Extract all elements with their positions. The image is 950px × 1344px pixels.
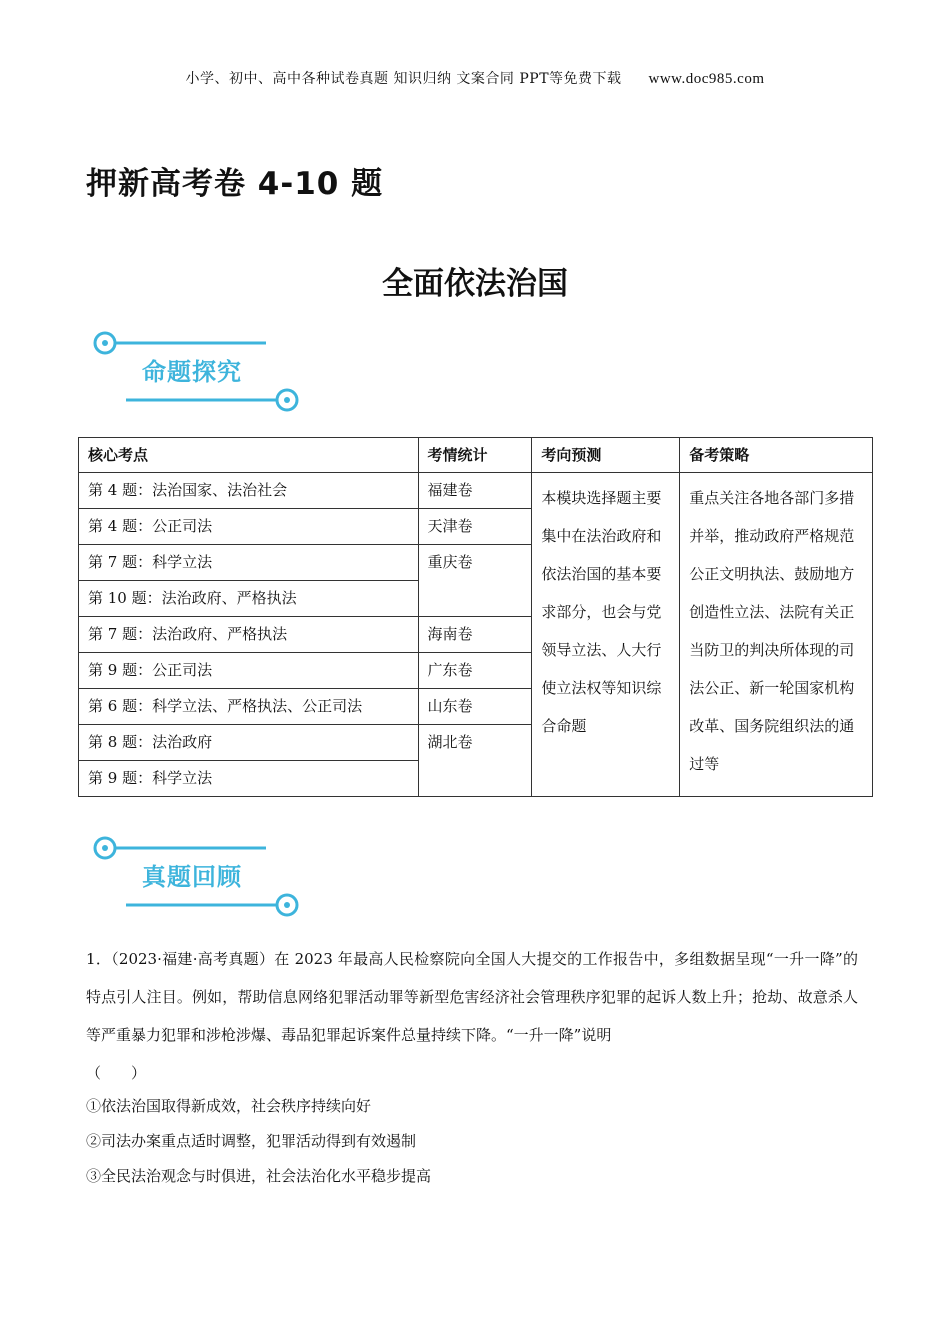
- header-text: 小学、初中、高中各种试卷真题 知识归纳 文案合同 PPT等免费下载: [185, 71, 622, 87]
- document-title: 押新高考卷 4-10 题: [86, 166, 384, 202]
- core-point-cell: 第 10 题：法治政府、严格执法: [79, 581, 419, 617]
- core-point-cell: 第 9 题：公正司法: [79, 653, 419, 689]
- core-point-cell: 第 7 题：科学立法: [79, 545, 419, 581]
- banner-explore-label: 命题探究: [142, 358, 242, 386]
- question-1: [86, 940, 858, 1092]
- province-cell: 重庆卷: [418, 545, 532, 617]
- province-cell: 山东卷: [418, 689, 532, 725]
- core-point-cell: 第 4 题：法治国家、法治社会: [79, 473, 419, 509]
- core-point-cell: 第 6 题：科学立法、严格执法、公正司法: [79, 689, 419, 725]
- core-point-cell: 第 7 题：法治政府、严格执法: [79, 617, 419, 653]
- core-point-cell: 第 4 题：公正司法: [79, 509, 419, 545]
- banner-review-label: 真题回顾: [142, 863, 242, 891]
- option-1: ①依法治国取得新成效，社会秩序持续向好: [86, 1097, 372, 1115]
- option-3: ③全民法治观念与时俱进，社会法治化水平稳步提高: [86, 1167, 432, 1185]
- header-forecast: 考向预测: [532, 438, 680, 473]
- province-cell: 湖北卷: [418, 725, 532, 797]
- banner-explore: [90, 328, 306, 418]
- exam-analysis-table: [78, 437, 873, 797]
- question-stem: 1．（2023·福建·高考真题）在 2023 年最高人民检察院向全国人大提交的工作报告中，多组数据呈现“一升一降”的特点引人注目。例如，帮助信息网络犯罪活动罪等新型危害经济社会管理秩序犯罪的起诉人数上升；抢劫、故意杀人等严重暴力犯罪和涉枪涉爆、毒品犯罪起诉案件总量持续下降。“一升一降”说明: [86, 950, 858, 1044]
- answer-blank: （ ）: [86, 1064, 147, 1082]
- strategy-cell: 重点关注各地各部门多措并举，推动政府严格规范公正文明执法、鼓励地方创造性立法、法院有关正当防卫的判决所体现的司法公正、新一轮国家机构改革、国务院组织法的通过等: [680, 473, 873, 797]
- province-cell: 海南卷: [418, 617, 532, 653]
- header-core-points: 核心考点: [79, 438, 419, 473]
- header-url[interactable]: www.doc985.com: [648, 71, 765, 87]
- province-cell: 天津卷: [418, 509, 532, 545]
- section-title: 全面依法治国: [382, 266, 568, 302]
- core-point-cell: 第 8 题：法治政府: [79, 725, 419, 761]
- forecast-cell: 本模块选择题主要集中在法治政府和依法治国的基本要求部分，也会与党领导立法、人大行使立法权等知识综合命题: [532, 473, 680, 797]
- province-cell: 广东卷: [418, 653, 532, 689]
- core-point-cell: 第 9 题：科学立法: [79, 761, 419, 797]
- province-cell: 福建卷: [418, 473, 532, 509]
- option-2: ②司法办案重点适时调整，犯罪活动得到有效遏制: [86, 1132, 417, 1150]
- table-row: [79, 473, 873, 509]
- table-header-row: [79, 438, 873, 473]
- banner-review: [90, 833, 306, 923]
- header-strategy: 备考策略: [680, 438, 873, 473]
- header-statistics: 考情统计: [418, 438, 532, 473]
- page-header: [0, 68, 950, 88]
